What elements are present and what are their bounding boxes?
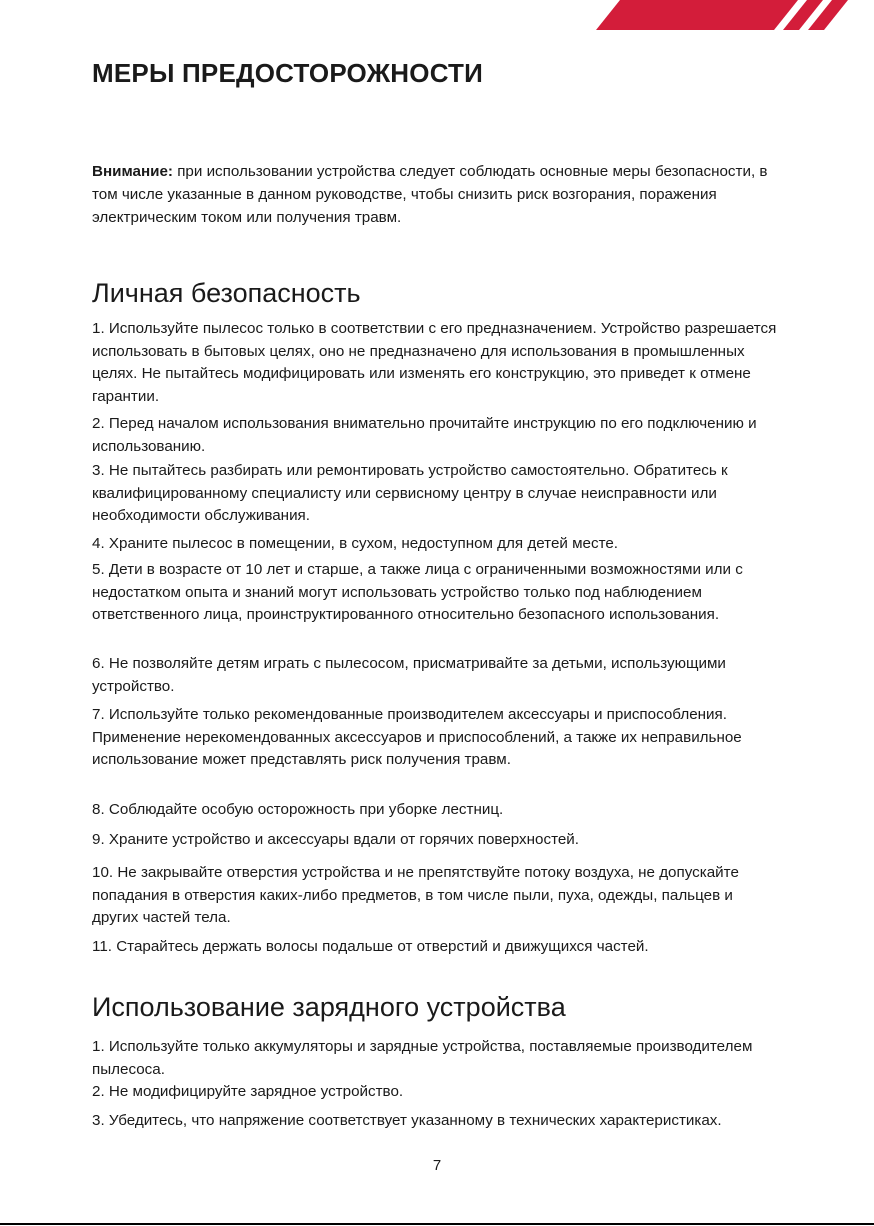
list-item-10: 10. Не закрывайте отверстия устройства и не препятствуйте потоку воздуха, не допускайте попадания в отверстия каких-либо предметов, в том числе пыли, пуха, одежды, пальцев и других частей тела. xyxy=(92,864,739,927)
header-stripe-decoration xyxy=(474,0,874,30)
personal-safety-list-body xyxy=(92,318,782,408)
page-title: МЕРЫ ПРЕДОСТОРОЖНОСТИ xyxy=(92,58,484,88)
personal-safety-list-4 xyxy=(92,533,782,556)
list-item-3: 3. Не пытайтесь разбирать или ремонтировать устройство самостоятельно. Обратитесь к квалифицированному специалисту или сервисному центру в случае неисправности или необходимости обслуживания. xyxy=(92,462,728,525)
charger-item-2: 2. Не модифицируйте зарядное устройство. xyxy=(92,1083,404,1100)
list-item-6: 6. Не позволяйте детям играть с пылесосом, присматривайте за детьми, использующими устройство. xyxy=(92,655,726,695)
warning-label: Внимание: xyxy=(92,163,173,180)
charger-item-1: 1. Используйте только аккумуляторы и зарядные устройства, поставляемые производителем пылесоса. xyxy=(92,1038,753,1078)
personal-safety-list-11 xyxy=(92,936,782,959)
personal-safety-list-8 xyxy=(92,799,782,822)
bottom-divider xyxy=(0,1223,874,1225)
personal-safety-list-3 xyxy=(92,460,782,528)
stripe-main xyxy=(596,0,798,30)
list-item-11: 11. Старайтесь держать волосы подальше от отверстий и движущихся частей. xyxy=(92,938,649,955)
personal-safety-list-7 xyxy=(92,704,782,772)
list-item-5: 5. Дети в возрасте от 10 лет и старше, а также лица с ограниченными возможностями или с недостатком опыта и знаний могут использовать устройство только под наблюдением ответственного лица, проинструктированного относительно безопасного использования. xyxy=(92,561,743,624)
page-number: 7 xyxy=(432,1157,442,1174)
personal-safety-list-9 xyxy=(92,829,782,852)
list-item-2: 2. Перед началом использования внимательно прочитайте инструкцию по его подключению и использованию. xyxy=(92,415,757,455)
charger-list-1 xyxy=(92,1036,782,1081)
list-item-1: 1. Используйте пылесос только в соответствии с его предназначением. Устройство разрешается использовать в бытовых целях, оно не предназначено для использования в промышленных целях. Не пытайтесь модифицировать или изменять его конструкцию, это приведет к отмене гарантии. xyxy=(92,320,777,405)
personal-safety-list-10 xyxy=(92,862,782,930)
charger-list-3 xyxy=(92,1110,782,1133)
personal-safety-list-5 xyxy=(92,559,782,627)
section-heading-personal-safety: Личная безопасность xyxy=(92,278,361,308)
list-item-8: 8. Соблюдайте особую осторожность при уборке лестниц. xyxy=(92,801,504,818)
section-heading-charger-usage: Использование зарядного устройства xyxy=(92,992,566,1022)
warning-paragraph xyxy=(92,160,782,229)
list-item-4: 4. Храните пылесос в помещении, в сухом, недоступном для детей месте. xyxy=(92,535,619,552)
charger-item-3: 3. Убедитесь, что напряжение соответствует указанному в технических характеристиках. xyxy=(92,1112,722,1129)
charger-list-2 xyxy=(92,1081,782,1104)
list-item-7: 7. Используйте только рекомендованные производителем аксессуары и приспособления. Применение нерекомендованных аксессуаров и приспособлений, а также их неправильное использование может представлять риск получения травм. xyxy=(92,706,742,769)
personal-safety-list-2 xyxy=(92,413,782,458)
personal-safety-list-6 xyxy=(92,653,782,698)
list-item-9: 9. Храните устройство и аксессуары вдали от горячих поверхностей. xyxy=(92,831,580,848)
warning-text: при использовании устройства следует соблюдать основные меры безопасности, в том числе указанные в данном руководстве, чтобы снизить риск возгорания, поражения электрическим током или получения травм. xyxy=(92,163,768,226)
